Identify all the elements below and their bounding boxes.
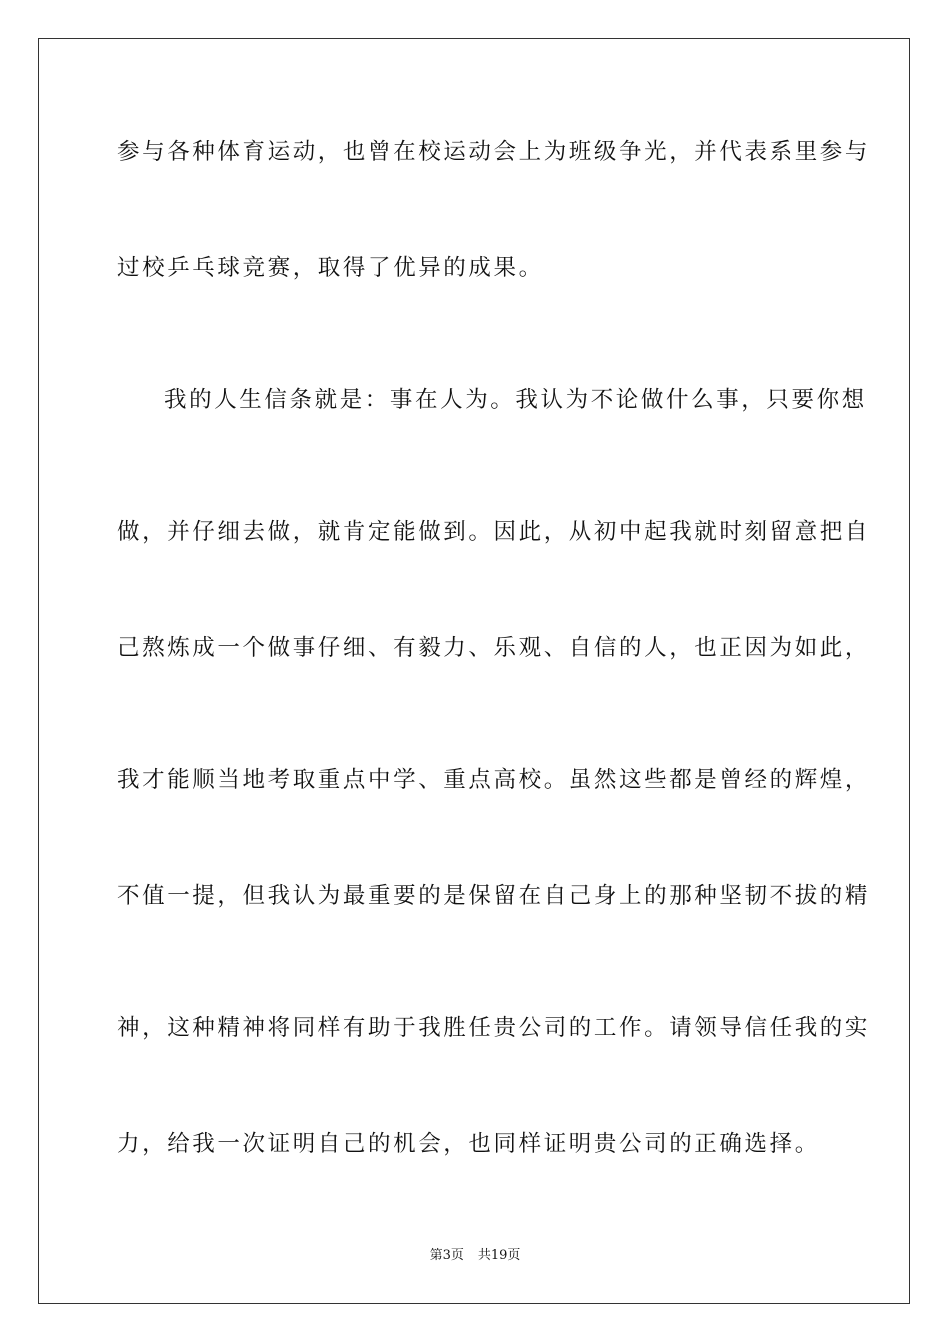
- paragraph-line: 我才能顺当地考取重点中学、重点高校。虽然这些都是曾经的辉煌，: [117, 767, 871, 793]
- paragraph-line: 过校乒乓球竞赛，取得了优异的成果。: [117, 255, 544, 281]
- paragraph-line: 参与各种体育运动，也曾在校运动会上为班级争光，并代表系里参与: [117, 139, 871, 165]
- paragraph-line: 己熬炼成一个做事仔细、有毅力、乐观、自信的人，也正因为如此，: [117, 635, 871, 661]
- page-footer: [0, 1247, 950, 1265]
- paragraph-line: 不值一提，但我认为最重要的是保留在自己身上的那种坚韧不拔的精: [117, 883, 871, 909]
- paragraph-line: 力，给我一次证明自己的机会，也同样证明贵公司的正确选择。: [117, 1131, 820, 1157]
- paragraph-line: 神，这种精神将同样有助于我胜任贵公司的工作。请领导信任我的实: [117, 1015, 871, 1041]
- total-pages: 共19页: [477, 1248, 521, 1263]
- page-border: [38, 38, 910, 1304]
- page-number: 第3页: [429, 1248, 464, 1263]
- paragraph-line: 我的人生信条就是：事在人为。我认为不论做什么事，只要你想: [164, 387, 867, 413]
- paragraph-line: 做，并仔细去做，就肯定能做到。因此，从初中起我就时刻留意把自: [117, 519, 871, 545]
